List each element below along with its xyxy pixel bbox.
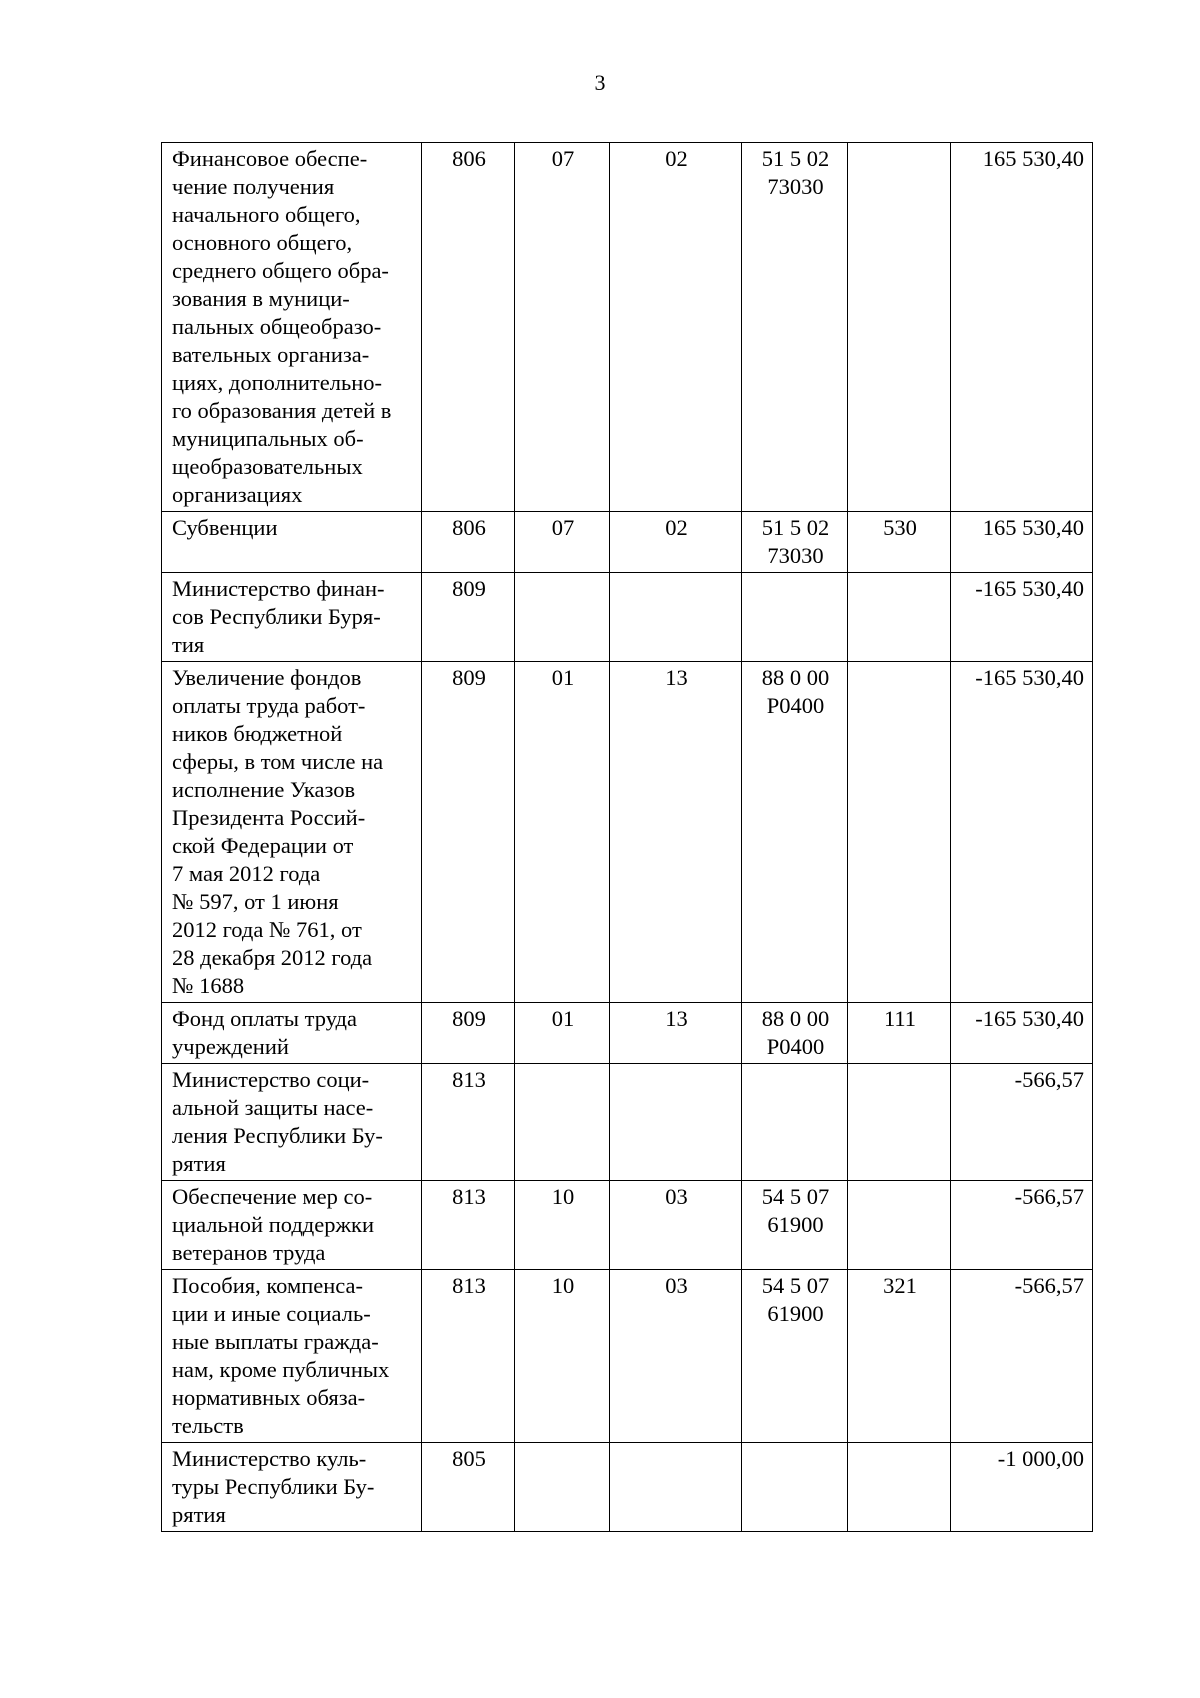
row-name-line: пальных общеобразо- [172, 314, 382, 339]
row-name-line: ные выплаты гражда- [172, 1329, 379, 1354]
row-name-line: Фонд оплаты труда [172, 1006, 357, 1031]
row-name-line: нормативных обяза- [172, 1385, 366, 1410]
amount-cell: 165 530,40 [951, 512, 1093, 573]
row-name-line: альной защиты насе- [172, 1095, 374, 1120]
row-name-line: чение получения [172, 174, 335, 199]
expense-type-cell: 530 [848, 512, 951, 573]
row-name-line: учреждений [172, 1034, 289, 1059]
expense-type-cell: 111 [848, 1003, 951, 1064]
target-article-cell [742, 1181, 848, 1270]
row-name-line: нам, кроме публичных [172, 1357, 390, 1382]
section-code-cell: 01 [515, 662, 610, 1003]
ministry-code-cell: 806 [422, 143, 515, 512]
row-name-line: тия [172, 632, 205, 657]
row-name-line: Субвенции [172, 515, 278, 540]
section-code-cell: 01 [515, 1003, 610, 1064]
target-article-line: 54 5 07 [761, 1273, 830, 1298]
row-name-cell [162, 573, 422, 662]
row-name-cell [162, 1064, 422, 1181]
target-article-cell [742, 143, 848, 512]
target-article-line: 54 5 07 [761, 1184, 830, 1209]
row-name-line: Министерство финан- [172, 576, 385, 601]
row-name-line: начального общего, [172, 202, 361, 227]
row-name-line: муниципальных об- [172, 426, 364, 451]
section-code-cell: 07 [515, 512, 610, 573]
expense-type-cell [848, 143, 951, 512]
amount-cell: -165 530,40 [951, 573, 1093, 662]
expense-type-cell: 321 [848, 1270, 951, 1443]
row-name-line: туры Республики Бу- [172, 1474, 375, 1499]
row-name-line: Увеличение фондов [172, 665, 362, 690]
row-name-cell [162, 662, 422, 1003]
amount-cell: -566,57 [951, 1064, 1093, 1181]
row-name-line: вательных организа- [172, 342, 370, 367]
row-name-cell [162, 1443, 422, 1532]
target-article-cell [742, 1064, 848, 1181]
expense-type-cell [848, 1064, 951, 1181]
row-name-cell [162, 1270, 422, 1443]
ministry-code-cell: 809 [422, 573, 515, 662]
subsection-code-cell: 03 [610, 1181, 742, 1270]
subsection-code-cell: 02 [610, 512, 742, 573]
subsection-code-cell [610, 1064, 742, 1181]
row-name-line: № 597, от 1 июня [172, 889, 339, 914]
table-row [162, 512, 1093, 573]
target-article-line: 73030 [767, 543, 824, 568]
row-name-cell [162, 512, 422, 573]
subsection-code-cell [610, 1443, 742, 1532]
row-name-line: ции и иные социаль- [172, 1301, 371, 1326]
target-article-line: 51 5 02 [761, 515, 830, 540]
subsection-code-cell: 13 [610, 662, 742, 1003]
subsection-code-cell: 03 [610, 1270, 742, 1443]
page-number: 3 [594, 70, 606, 95]
expense-type-cell [848, 1443, 951, 1532]
target-article-line: 61900 [767, 1301, 824, 1326]
ministry-code-cell: 805 [422, 1443, 515, 1532]
row-name-line: сов Республики Буря- [172, 604, 381, 629]
section-code-cell [515, 1064, 610, 1181]
ministry-code-cell: 813 [422, 1064, 515, 1181]
row-name-line: тельств [172, 1413, 244, 1438]
row-name-line: циях, дополнительно- [172, 370, 383, 395]
row-name-line: основного общего, [172, 230, 353, 255]
row-name-line: сферы, в том числе на [172, 749, 384, 774]
row-name-line: 2012 года № 761, от [172, 917, 362, 942]
subsection-code-cell: 02 [610, 143, 742, 512]
row-name-line: ской Федерации от [172, 833, 354, 858]
section-code-cell: 10 [515, 1181, 610, 1270]
row-name-cell [162, 1003, 422, 1064]
row-name-line: Пособия, компенса- [172, 1273, 364, 1298]
subsection-code-cell: 13 [610, 1003, 742, 1064]
row-name-line: 7 мая 2012 года [172, 861, 321, 886]
row-name-line: ления Республики Бу- [172, 1123, 383, 1148]
table-row [162, 143, 1093, 512]
amount-cell: -165 530,40 [951, 1003, 1093, 1064]
target-article-line: 51 5 02 [761, 146, 830, 171]
target-article-cell [742, 1003, 848, 1064]
row-name-cell [162, 1181, 422, 1270]
row-name-line: Президента Россий- [172, 805, 366, 830]
target-article-line: 61900 [767, 1212, 824, 1237]
ministry-code-cell: 813 [422, 1270, 515, 1443]
section-code-cell [515, 1443, 610, 1532]
target-article-cell [742, 512, 848, 573]
row-name-line: рятия [172, 1151, 226, 1176]
table-row [162, 1443, 1093, 1532]
row-name-line: Финансовое обеспе- [172, 146, 368, 171]
amount-cell: -566,57 [951, 1270, 1093, 1443]
row-name-line: го образования детей в [172, 398, 392, 423]
ministry-code-cell: 809 [422, 1003, 515, 1064]
target-article-cell [742, 662, 848, 1003]
expense-type-cell [848, 1181, 951, 1270]
row-name-line: среднего общего обра- [172, 258, 389, 283]
budget-table-body [162, 143, 1093, 1532]
ministry-code-cell: 813 [422, 1181, 515, 1270]
table-row [162, 662, 1093, 1003]
row-name-line: исполнение Указов [172, 777, 356, 802]
row-name-line: зования в муници- [172, 286, 350, 311]
table-row [162, 1181, 1093, 1270]
target-article-line: 73030 [767, 174, 824, 199]
table-row [162, 1270, 1093, 1443]
budget-table [161, 142, 1093, 1532]
expense-type-cell [848, 662, 951, 1003]
amount-cell: -1 000,00 [951, 1443, 1093, 1532]
subsection-code-cell [610, 573, 742, 662]
row-name-line: организациях [172, 482, 303, 507]
section-code-cell [515, 573, 610, 662]
table-row [162, 573, 1093, 662]
target-article-cell [742, 1443, 848, 1532]
expense-type-cell [848, 573, 951, 662]
target-article-cell [742, 573, 848, 662]
section-code-cell: 10 [515, 1270, 610, 1443]
row-name-line: щеобразовательных [172, 454, 363, 479]
ministry-code-cell: 806 [422, 512, 515, 573]
amount-cell: 165 530,40 [951, 143, 1093, 512]
table-row [162, 1003, 1093, 1064]
row-name-line: оплаты труда работ- [172, 693, 366, 718]
row-name-line: 28 декабря 2012 года [172, 945, 373, 970]
target-article-line: 88 0 00 [761, 665, 830, 690]
target-article-cell [742, 1270, 848, 1443]
row-name-line: Обеспечение мер со- [172, 1184, 373, 1209]
row-name-line: № 1688 [172, 973, 245, 998]
ministry-code-cell: 809 [422, 662, 515, 1003]
row-name-line: Министерство куль- [172, 1446, 367, 1471]
table-row [162, 1064, 1093, 1181]
row-name-cell [162, 143, 422, 512]
section-code-cell: 07 [515, 143, 610, 512]
row-name-line: рятия [172, 1502, 226, 1527]
row-name-line: ветеранов труда [172, 1240, 326, 1265]
row-name-line: ников бюджетной [172, 721, 343, 746]
amount-cell: -165 530,40 [951, 662, 1093, 1003]
target-article-line: P0400 [766, 1034, 825, 1059]
target-article-line: P0400 [766, 693, 825, 718]
row-name-line: циальной поддержки [172, 1212, 375, 1237]
target-article-line: 88 0 00 [761, 1006, 830, 1031]
amount-cell: -566,57 [951, 1181, 1093, 1270]
row-name-line: Министерство соци- [172, 1067, 370, 1092]
